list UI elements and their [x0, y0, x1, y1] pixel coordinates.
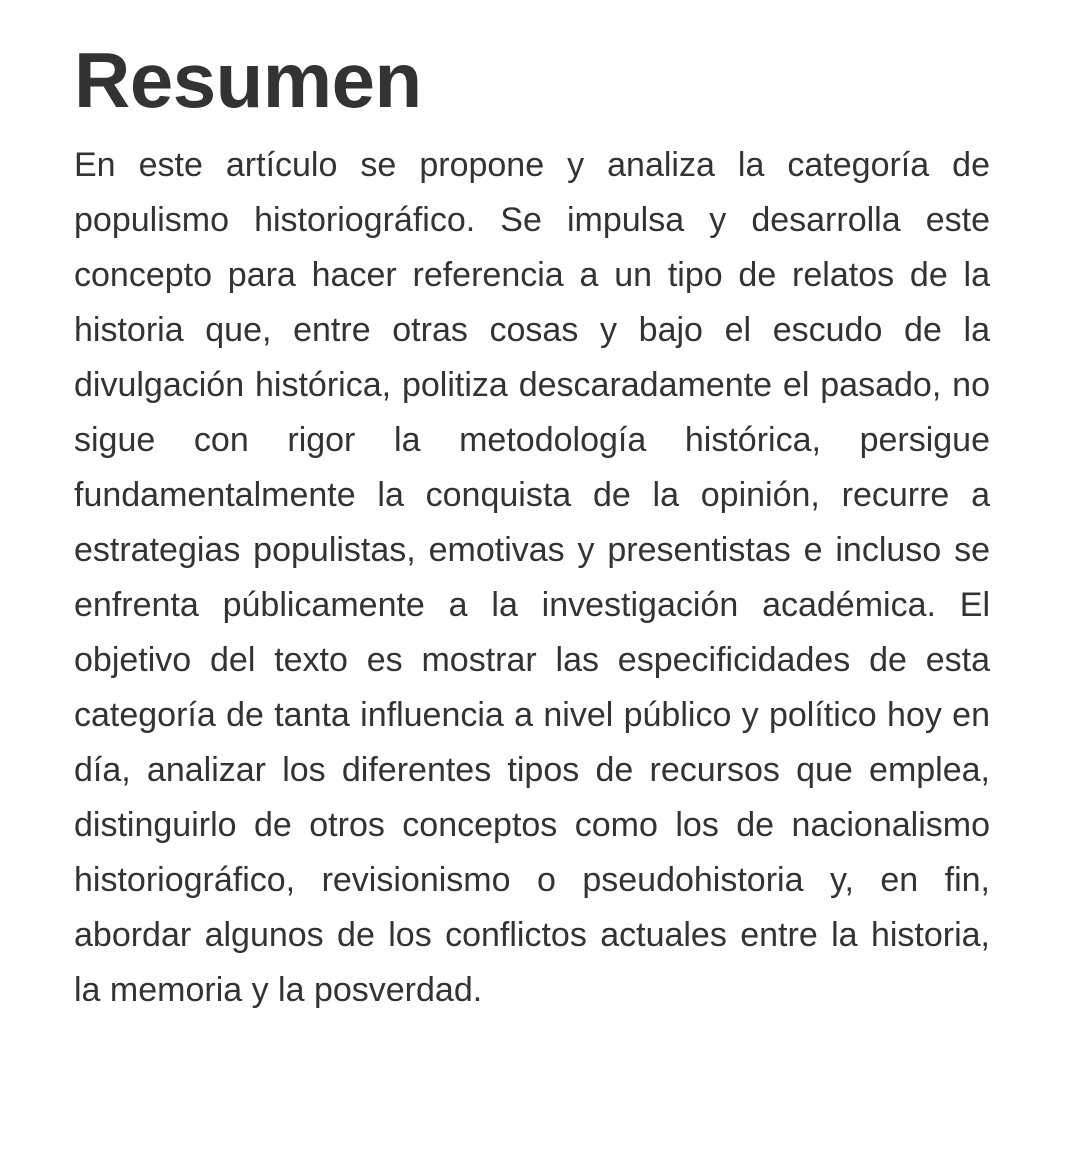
abstract-paragraph: En este artículo se propone y analiza la categoría de populismo historiográfico. Se impulsa y desarrolla este concepto para hacer referencia a un tipo de relatos de la historia que, entre otras cosas y bajo el escudo de la divulgación histórica, politiza descaradamente el pasado, no sigue con rigor la metodología histórica, persigue fundamentalmente la conquista de la opinión, recurre a estrategias populistas, emotivas y presentistas e incluso se enfrenta públicamente a la investigación académica. El objetivo del texto es mostrar las especificidades de esta categoría de tanta influencia a nivel público y político hoy en día, analizar los diferentes tipos de recursos que emplea, distinguirlo de otros conceptos como los de nacionalismo historiográfico, revisionismo o pseudohistoria y, en fin, abordar algunos de los conflictos actuales entre la historia, la memoria y la posverdad. — [74, 146, 990, 1009]
section-title: Resumen — [74, 36, 422, 124]
abstract-section — [74, 30, 990, 1018]
